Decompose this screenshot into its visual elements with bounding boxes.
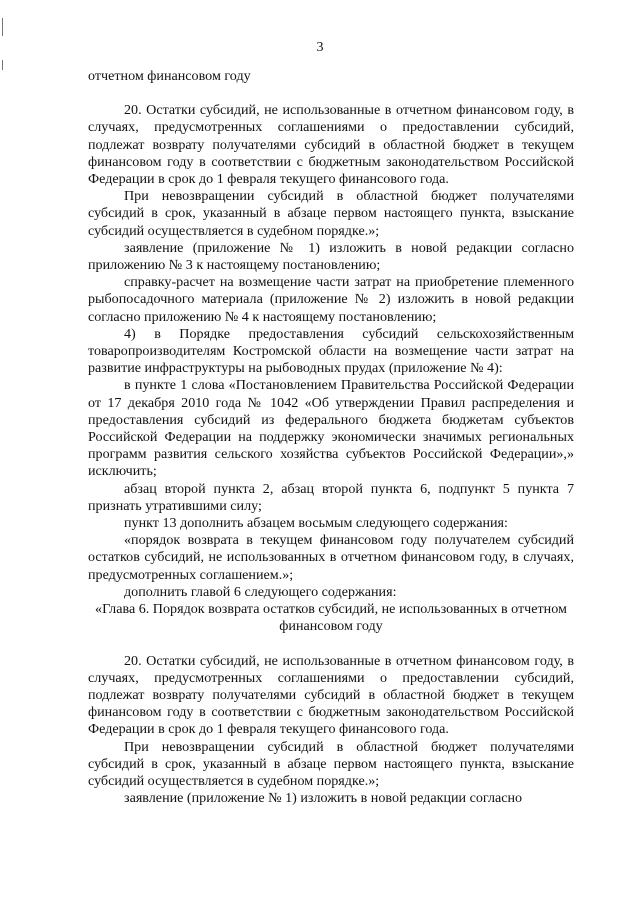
paragraph-calculation-certificate: справку-расчет на возмещение части затрат на приобретение племенного рыбопосадочного материала (приложение № 2) изложить в новой редакции согласно приложению № 4 к настоящему постановлению; bbox=[88, 274, 574, 325]
paragraph-return-procedure: «порядок возврата в текущем финансовом году получателем субсидий остатков субсидий, не использованных в отчетном финансовом году, в случаях, предусмотренных соглашением.»; bbox=[88, 532, 574, 583]
paragraph-item-20-repeat: 20. Остатки субсидий, не использованные в отчетном финансовом году, в случаях, предусмотренных соглашениями о предоставлении субсидий, подлежат возврату получателями субсидий в областной бюджет в текущем финансовом году в соответствии с бюджетным законодательством Российской Федерации в срок до 1 февраля текущего финансового года. bbox=[88, 652, 574, 738]
paragraph-application-form: заявление (приложение № 1) изложить в новой редакции согласно приложению № 3 к настоящему постановлению; bbox=[88, 239, 574, 274]
scan-edge-mark bbox=[2, 60, 3, 70]
page-number: 3 bbox=[316, 40, 324, 55]
paragraph-continuation: отчетном финансовом году bbox=[88, 68, 251, 84]
chapter-6-heading: «Глава 6. Порядок возврата остатков субсидий, не использованных в отчетном финансовом году bbox=[95, 601, 567, 635]
paragraph-point-1: в пункте 1 слова «Постановлением Правительства Российской Федерации от 17 декабря 2010 года № 1042 «Об утверждении Правил распределения и предоставления субсидий из федерального бюджета бюджетам субъектов Российской Федерации на поддержку экономически значимых региональных программ развития сельского хозяйства субъектов Российской Федерации»,» исключить; bbox=[88, 377, 574, 480]
paragraph-nonreturn-repeat: При невозвращении субсидий в областной бюджет получателями субсидий в срок, указанный в абзаце первом настоящего пункта, взыскание субсидий осуществляется в судебном порядке.»; bbox=[88, 738, 574, 789]
paragraph-item-20: 20. Остатки субсидий, не использованные в отчетном финансовом году, в случаях, предусмотренных соглашениями о предоставлении субсидий, подлежат возврату получателями субсидий в областной бюджет в текущем финансовом году в соответствии с бюджетным законодательством Российской Федерации в срок до 1 февраля текущего финансового года. bbox=[88, 102, 574, 188]
document-body bbox=[88, 68, 574, 807]
scan-edge-mark bbox=[2, 18, 3, 36]
paragraph-application-form-repeat: заявление (приложение № 1) изложить в новой редакции согласно bbox=[124, 790, 523, 807]
paragraph-add-chapter: дополнить главой 6 следующего содержания: bbox=[124, 583, 397, 600]
paragraph-repealed: абзац второй пункта 2, абзац второй пункта 6, подпункт 5 пункта 7 признать утратившими силу; bbox=[88, 480, 574, 514]
paragraph-item-4: 4) в Порядке предоставления субсидий сельскохозяйственным товаропроизводителям Костромской области на возмещение части затрат на развитие инфраструктуры на рыбоводных прудах (приложение № 4): bbox=[88, 325, 574, 377]
paragraph-nonreturn: При невозвращении субсидий в областной бюджет получателями субсидий в срок, указанный в абзаце первом настоящего пункта, взыскание субсидий осуществляется в судебном порядке.»; bbox=[88, 188, 574, 239]
paragraph-point-13: пункт 13 дополнить абзацем восьмым следующего содержания: bbox=[124, 515, 508, 532]
